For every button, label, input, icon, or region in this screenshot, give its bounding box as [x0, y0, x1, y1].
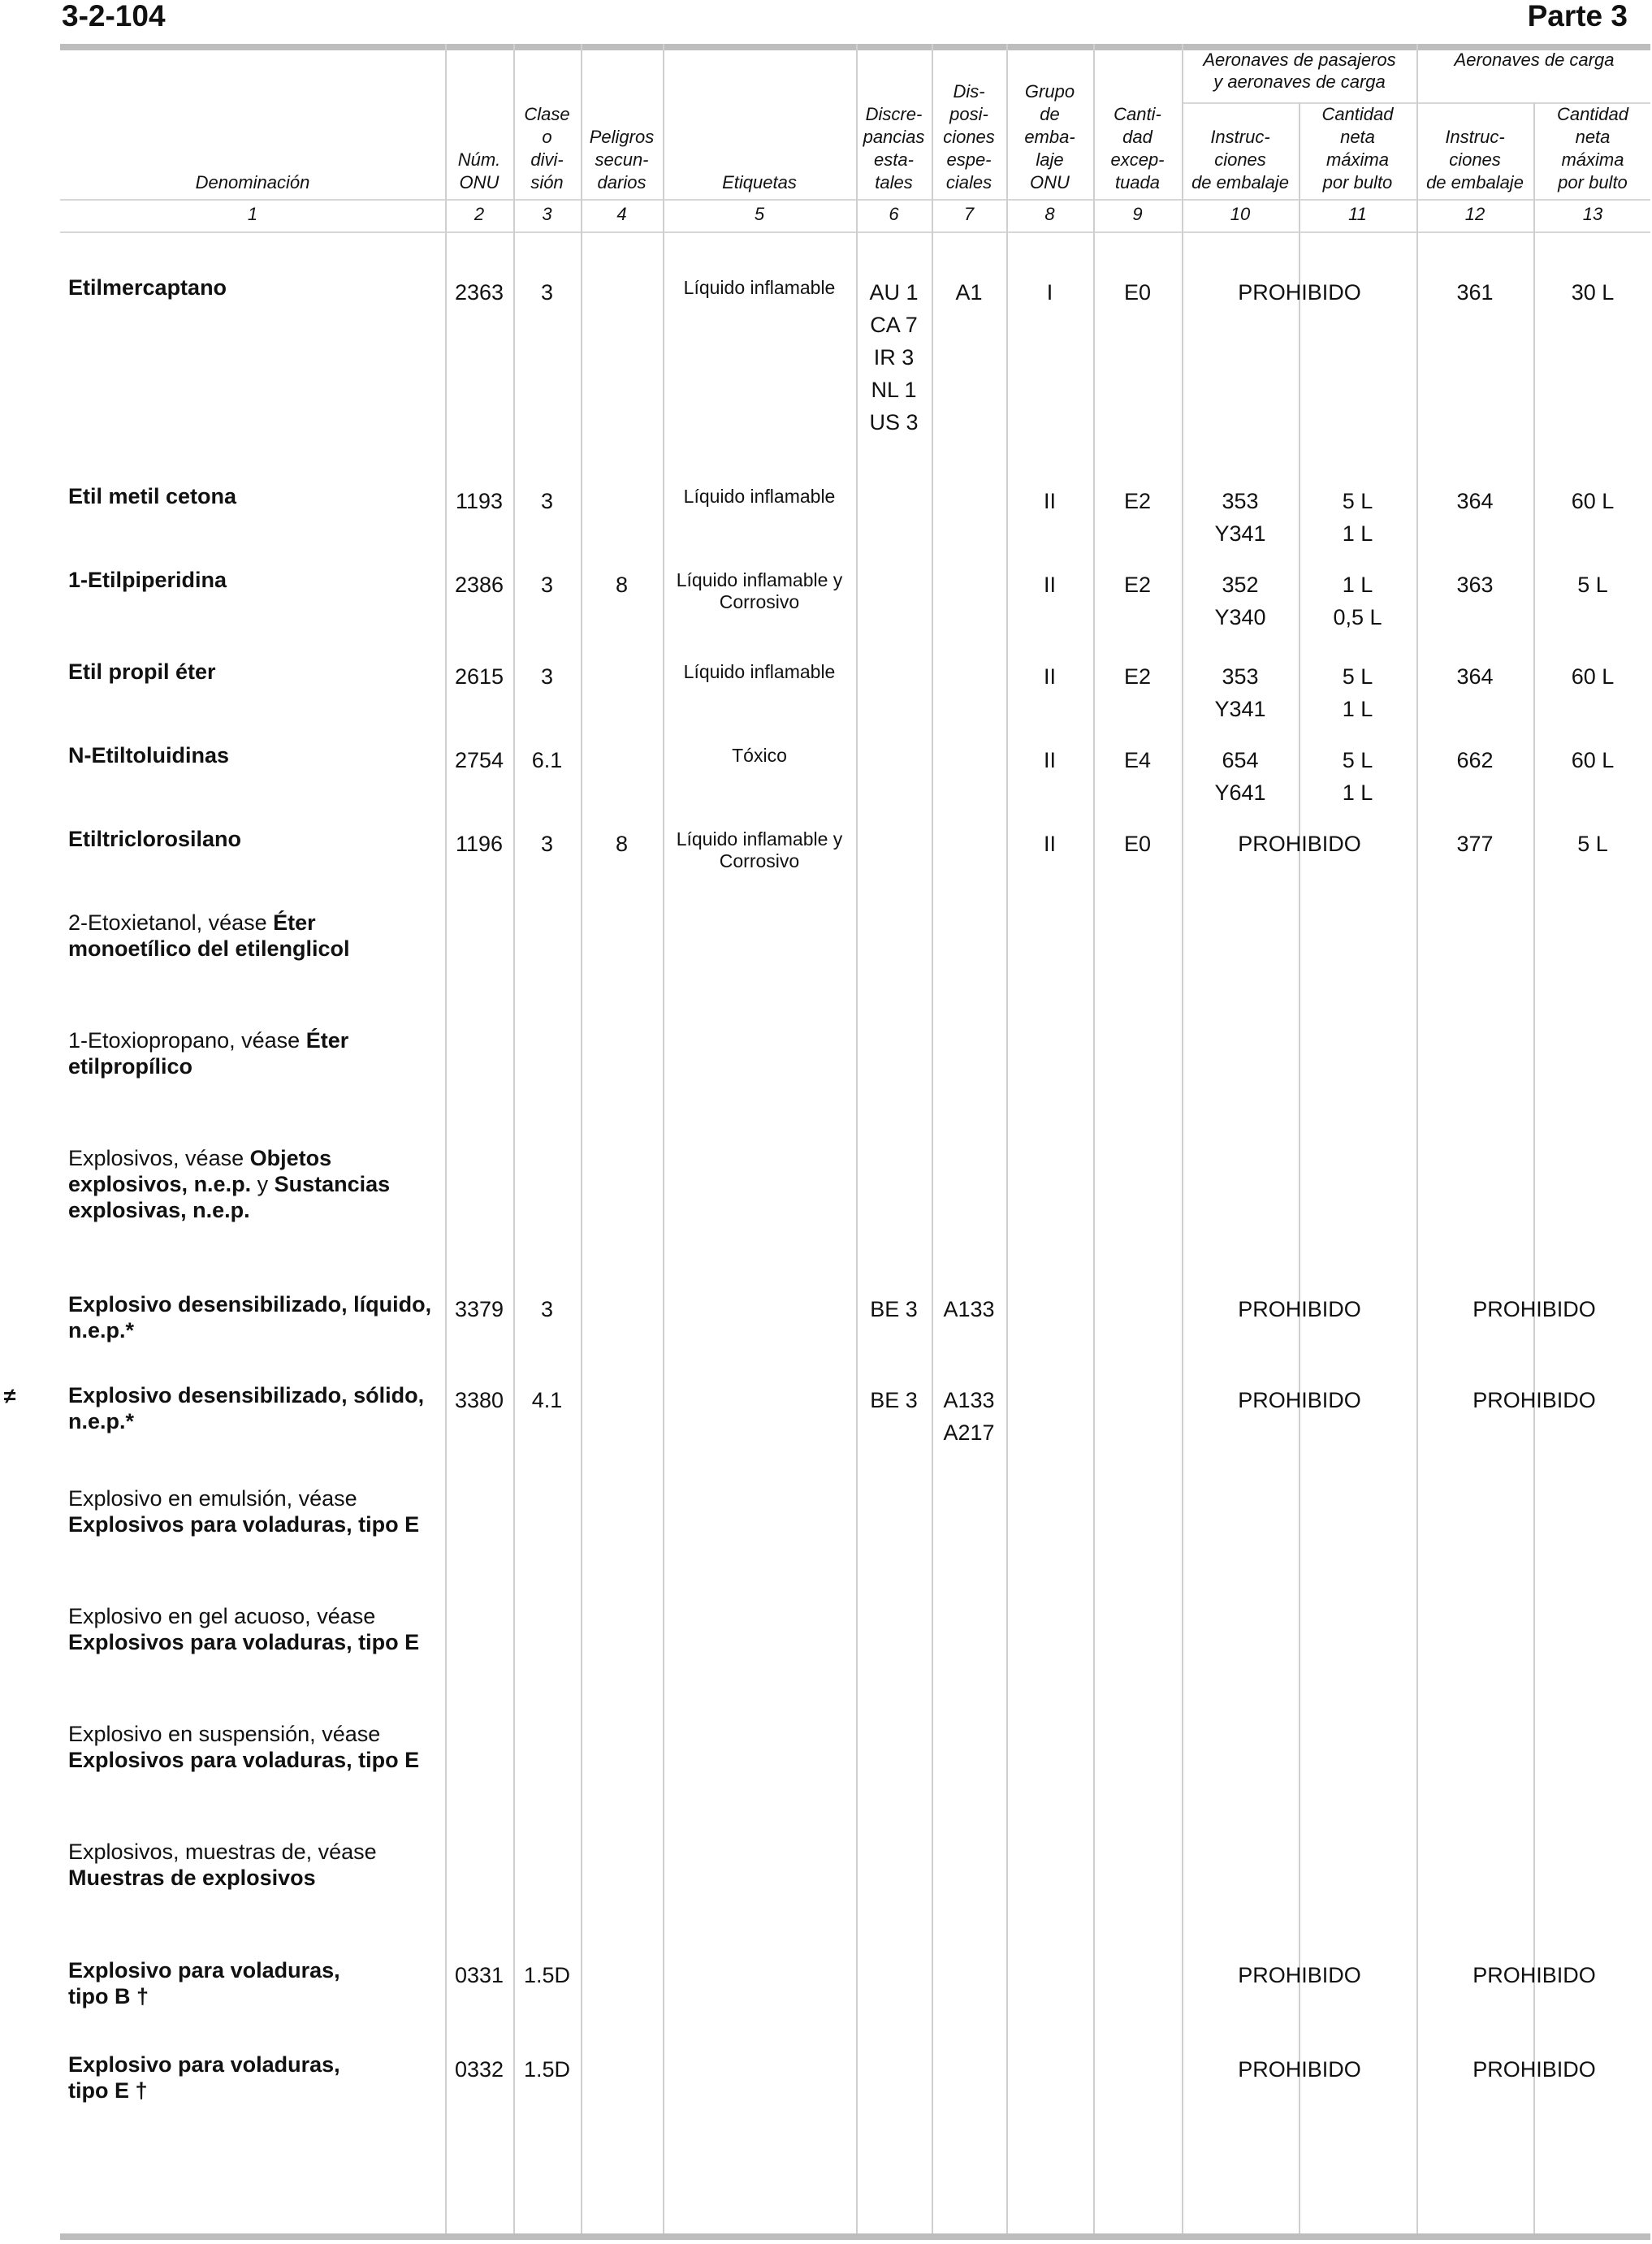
class-division: 3	[540, 573, 554, 597]
cargo-prohibited: PROHIBIDO	[1473, 1297, 1596, 1321]
substance-name	[68, 1957, 442, 2009]
label: Líquido inflamable y Corrosivo	[676, 569, 843, 612]
pax-prohibited: PROHIBIDO	[1238, 1297, 1361, 1321]
un-number: 2363	[454, 280, 504, 305]
packing-group: II	[1043, 748, 1056, 772]
substance-name-text: Etiltriclorosilano	[68, 827, 242, 851]
cargo-prohibited: PROHIBIDO	[1473, 1963, 1596, 1987]
column-header: Denominación	[195, 172, 310, 192]
excepted-quantity: E2	[1123, 573, 1152, 597]
substance-name	[68, 659, 442, 685]
un-number: 1196	[455, 832, 504, 856]
column-divider	[1182, 44, 1183, 2233]
column-divider	[1093, 44, 1095, 2233]
part-label: Parte 3	[1527, 0, 1628, 32]
cargo-max-quantity: 5 L	[1577, 573, 1608, 597]
cargo-packing-instruction: 364	[1456, 489, 1494, 513]
substance-name	[68, 910, 442, 962]
reference-target: Explosivos para voladuras, tipo E	[68, 1748, 420, 1772]
pax-prohibited: PROHIBIDO	[1238, 1388, 1361, 1412]
column-number: 8	[1044, 204, 1055, 224]
reference-text: 1-Etoxiopropano, véase	[68, 1028, 306, 1053]
class-division: 3	[540, 489, 554, 513]
secondary-hazard: 8	[615, 832, 629, 856]
reference-target: Éter monoetílico del etilenglicol	[68, 910, 350, 961]
state-variation: BE 3	[870, 1388, 918, 1412]
label: Tóxico	[732, 745, 787, 766]
reference-target: Explosivos para voladuras, tipo E	[68, 1512, 420, 1537]
column-number: 7	[963, 204, 975, 224]
column-number: 5	[754, 204, 765, 224]
excepted-quantity: E0	[1123, 280, 1152, 305]
pax-prohibited: PROHIBIDO	[1238, 280, 1361, 305]
column-number: 4	[616, 204, 627, 224]
reference-text: Explosivo en suspensión, véase	[68, 1722, 381, 1746]
class-division: 3	[540, 280, 554, 305]
pax-max-quantity: 5 L 1 L	[1342, 489, 1373, 546]
column-number: 1	[247, 204, 258, 224]
cargo-max-quantity: 5 L	[1577, 832, 1608, 856]
header-separator	[60, 199, 1650, 201]
column-header: Etiquetas	[722, 172, 797, 192]
substance-name	[68, 1382, 442, 1434]
un-number: 3380	[454, 1388, 504, 1412]
reference-text: Explosivo en emulsión, véase	[68, 1486, 357, 1511]
class-division: 3	[540, 664, 554, 689]
label: Líquido inflamable	[683, 486, 836, 507]
reference-text: y	[251, 1172, 275, 1196]
column-divider	[932, 44, 933, 2233]
substance-name-text: tipo E †	[68, 2078, 148, 2103]
column-divider	[1299, 102, 1300, 2233]
reference-target: Objetos explosivos, n.e.p.	[68, 1146, 332, 1196]
un-number: 0332	[454, 2057, 504, 2082]
page-code: 3-2-104	[62, 0, 166, 32]
substance-name	[68, 1485, 442, 1537]
reference-target: Muestras de explosivos	[68, 1866, 316, 1890]
un-number: 0331	[454, 1963, 504, 1987]
pax-packing-instruction: 353 Y341	[1214, 664, 1266, 721]
un-number: 2754	[454, 748, 504, 772]
un-number: 1193	[455, 489, 504, 513]
substance-name-text: 1-Etilpiperidina	[68, 568, 227, 592]
reference-text: 2-Etoxietanol, véase	[68, 910, 274, 935]
substance-name-text: Etil propil éter	[68, 659, 216, 684]
cargo-max-quantity: 60 L	[1571, 489, 1615, 513]
reference-target: Sustancias explosivas, n.e.p.	[68, 1172, 391, 1222]
un-number: 2386	[454, 573, 504, 597]
column-header: Cantidad neta máxima por bulto	[1556, 104, 1629, 192]
column-divider	[1006, 44, 1008, 2233]
column-divider	[1416, 44, 1418, 2233]
pax-max-quantity: 5 L 1 L	[1342, 748, 1373, 805]
cargo-max-quantity: 60 L	[1571, 664, 1615, 689]
column-header: Cantidad neta máxima por bulto	[1321, 104, 1394, 192]
cargo-packing-instruction: 363	[1456, 573, 1494, 597]
excepted-quantity: E0	[1123, 832, 1152, 856]
substance-name-text: Explosivo desensibilizado, líquido, n.e.p.*	[68, 1292, 432, 1343]
packing-group: II	[1043, 573, 1056, 597]
reference-target: Éter etilpropílico	[68, 1028, 349, 1079]
special-provision: A133	[943, 1297, 995, 1321]
substance-name	[68, 483, 442, 509]
substance-name	[68, 826, 442, 852]
substance-name	[68, 742, 442, 768]
pax-prohibited: PROHIBIDO	[1238, 832, 1361, 856]
class-division: 1.5D	[523, 2057, 571, 2082]
substance-name-text: Etil metil cetona	[68, 484, 237, 508]
pax-prohibited: PROHIBIDO	[1238, 2057, 1361, 2082]
cargo-packing-instruction: 377	[1456, 832, 1494, 856]
packing-group: II	[1043, 664, 1056, 689]
cargo-prohibited: PROHIBIDO	[1473, 2057, 1596, 2082]
substance-name-text: Etilmercaptano	[68, 275, 227, 300]
column-divider	[513, 44, 515, 2233]
column-header: Núm. ONU	[457, 149, 501, 192]
label: Líquido inflamable	[683, 277, 836, 298]
substance-name	[68, 567, 442, 593]
column-divider	[1533, 102, 1535, 2233]
reference-text: Explosivos, véase	[68, 1146, 250, 1170]
packing-group: II	[1043, 832, 1056, 856]
column-header: Discre- pancias esta- tales	[863, 104, 925, 192]
class-division: 3	[540, 832, 554, 856]
reference-target: Explosivos para voladuras, tipo E	[68, 1630, 420, 1654]
label: Líquido inflamable	[683, 661, 836, 682]
column-number: 9	[1132, 204, 1143, 224]
column-number: 11	[1348, 204, 1367, 224]
substance-name	[68, 1291, 442, 1343]
class-division: 3	[540, 1297, 554, 1321]
label: Líquido inflamable y Corrosivo	[676, 828, 843, 871]
column-divider	[581, 44, 582, 2233]
pax-prohibited: PROHIBIDO	[1238, 1963, 1361, 1987]
state-variation: AU 1 CA 7 IR 3 NL 1 US 3	[869, 280, 919, 435]
column-header: Peligros secun- darios	[589, 127, 655, 192]
packing-group: I	[1046, 280, 1053, 305]
special-provision: A1	[955, 280, 983, 305]
substance-name	[68, 1027, 442, 1079]
column-header: Grupo de emba- laje ONU	[1024, 81, 1075, 192]
pax-packing-instruction: 353 Y341	[1214, 489, 1266, 546]
table-bottom-rule	[60, 2233, 1650, 2240]
substance-name-text: tipo B †	[68, 1984, 149, 2008]
cargo-max-quantity: 30 L	[1571, 280, 1615, 305]
cargo-packing-instruction: 662	[1456, 748, 1494, 772]
column-number: 10	[1230, 204, 1251, 224]
column-number: 12	[1464, 204, 1486, 224]
pax-max-quantity: 5 L 1 L	[1342, 664, 1373, 721]
excepted-quantity: E2	[1123, 664, 1152, 689]
substance-name	[68, 2052, 442, 2103]
substance-name-text: Explosivo para voladuras,	[68, 2052, 340, 2077]
un-number: 2615	[454, 664, 504, 689]
column-number: 3	[542, 204, 552, 224]
column-header: Clase o divi- sión	[524, 104, 570, 192]
pax-packing-instruction: 654 Y641	[1214, 748, 1266, 805]
cargo-max-quantity: 60 L	[1571, 748, 1615, 772]
class-division: 1.5D	[523, 1963, 571, 1987]
group-header-cargo: Aeronaves de carga	[1454, 50, 1615, 70]
group-header-passenger: Aeronaves de pasajeros y aeronaves de carga	[1203, 50, 1396, 92]
column-header: Instruc- ciones de embalaje	[1191, 127, 1289, 192]
substance-name-text: Explosivo desensibilizado, sólido, n.e.p.*	[68, 1383, 425, 1433]
substance-name-text: N-Etiltoluidinas	[68, 743, 229, 767]
column-number: 6	[889, 204, 899, 224]
column-number-separator	[60, 231, 1650, 233]
substance-name	[68, 1721, 442, 1773]
column-divider	[663, 44, 664, 2233]
column-divider	[445, 44, 447, 2233]
cargo-prohibited: PROHIBIDO	[1473, 1388, 1596, 1412]
excepted-quantity: E2	[1123, 489, 1152, 513]
reference-text: Explosivo en gel acuoso, véase	[68, 1604, 376, 1628]
cargo-packing-instruction: 361	[1456, 280, 1494, 305]
un-number: 3379	[454, 1297, 504, 1321]
substance-name	[68, 1603, 442, 1655]
class-division: 4.1	[531, 1388, 563, 1412]
column-number: 2	[474, 204, 485, 224]
class-division: 6.1	[531, 748, 563, 772]
substance-name	[68, 275, 442, 300]
substance-name	[68, 1839, 442, 1891]
packing-group: II	[1043, 489, 1056, 513]
change-mark: ≠	[3, 1384, 16, 1408]
pax-max-quantity: 1 L 0,5 L	[1333, 573, 1382, 629]
pax-packing-instruction: 352 Y340	[1214, 573, 1266, 629]
column-header: Dis- posi- ciones espe- ciales	[943, 81, 995, 192]
state-variation: BE 3	[870, 1297, 918, 1321]
column-header: Canti- dad excep- tuada	[1110, 104, 1165, 192]
column-header: Instruc- ciones de embalaje	[1426, 127, 1524, 192]
cargo-packing-instruction: 364	[1456, 664, 1494, 689]
column-number: 13	[1582, 204, 1603, 224]
special-provision: A133 A217	[943, 1388, 995, 1445]
secondary-hazard: 8	[615, 573, 629, 597]
reference-text: Explosivos, muestras de, véase	[68, 1840, 377, 1864]
excepted-quantity: E4	[1123, 748, 1152, 772]
substance-name-text: Explosivo para voladuras,	[68, 1958, 340, 1982]
substance-name	[68, 1145, 442, 1223]
